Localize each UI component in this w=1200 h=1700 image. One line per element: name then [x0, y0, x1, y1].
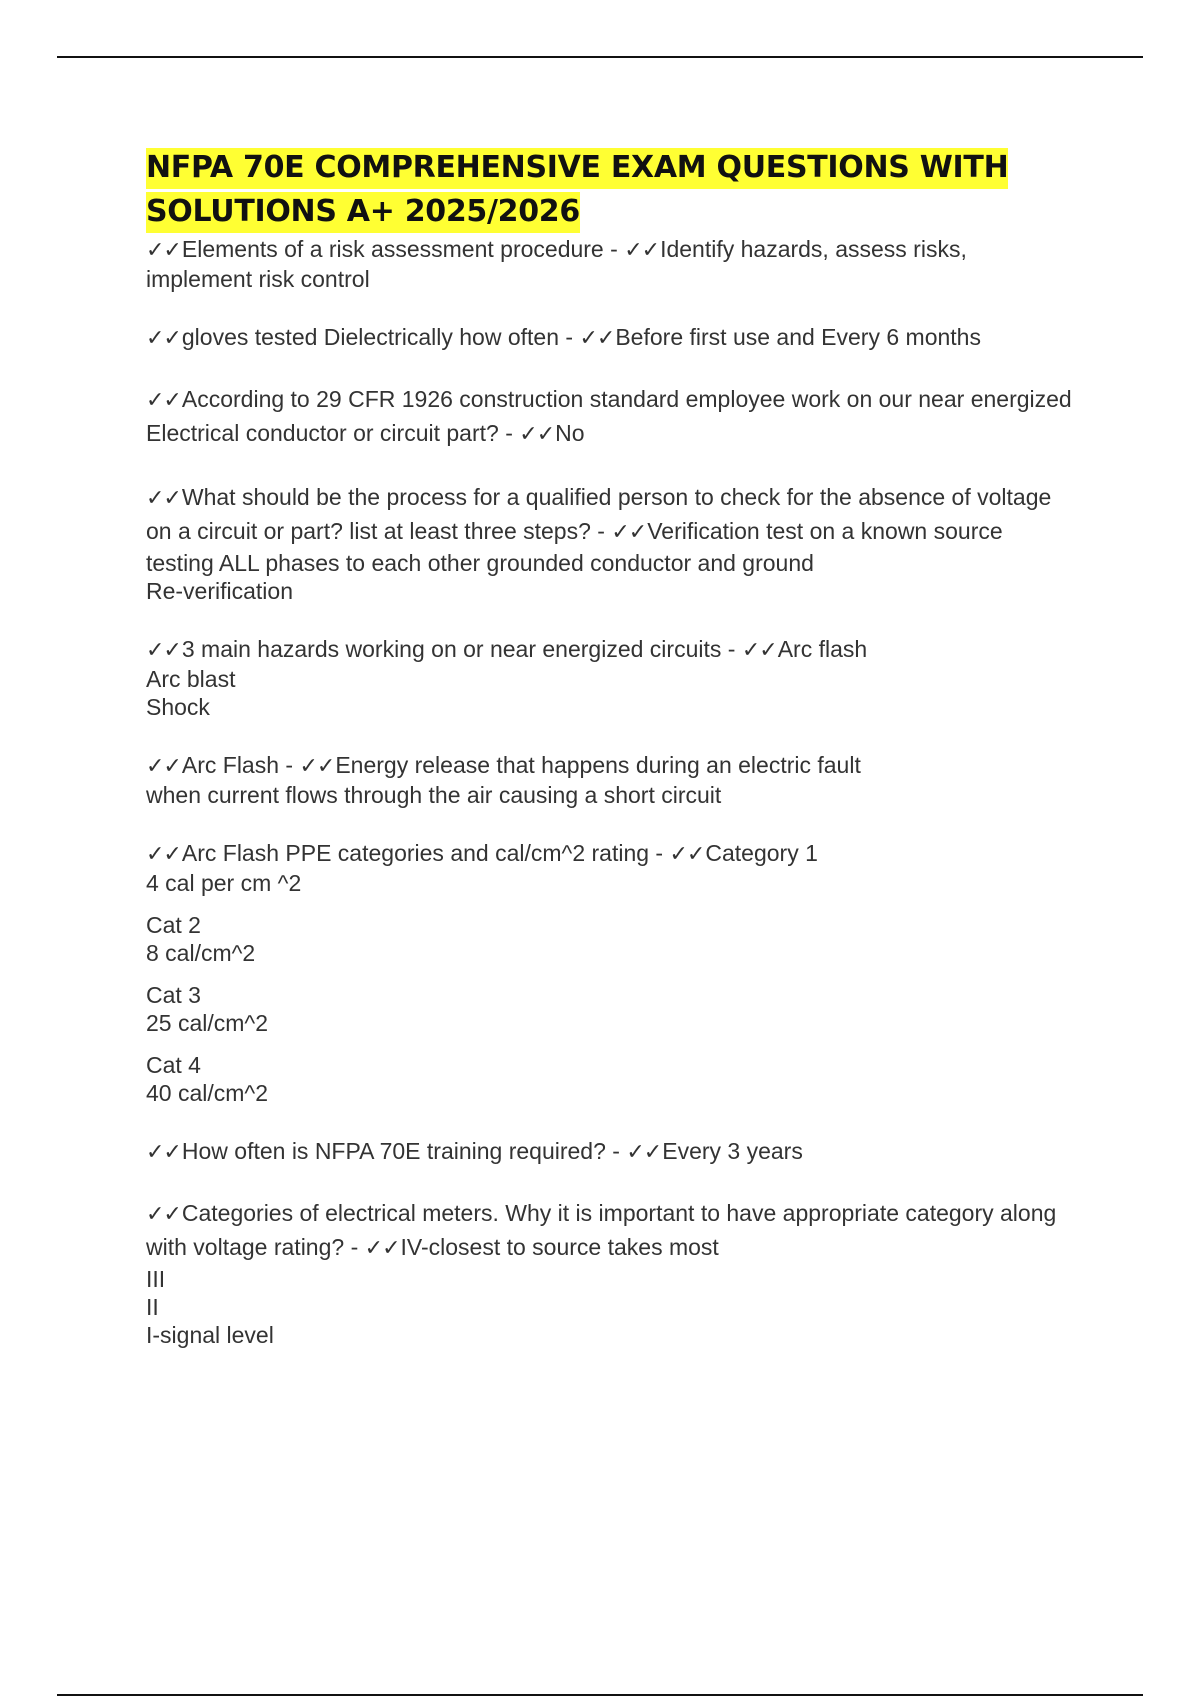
question-text: Elements of a risk assessment procedure [181, 236, 604, 262]
check-mark-icon: ✓✓ [146, 486, 181, 511]
question-text: 3 main hazards working on or near energized circuits [181, 636, 722, 662]
top-rule [57, 56, 1143, 58]
answer-line: Cat 2 [146, 912, 201, 938]
separator: - [279, 752, 300, 778]
answer-line: Arc blast [146, 666, 236, 692]
check-mark-icon: ✓✓ [519, 422, 555, 447]
check-mark-icon: ✓✓ [146, 326, 181, 351]
question-text: Arc Flash [181, 752, 280, 778]
qa-lead [146, 235, 1076, 293]
answer-line: 25 cal/cm^2 [146, 1010, 269, 1036]
question-text: Arc Flash PPE categories and cal/cm^2 rating [181, 840, 650, 866]
check-mark-icon: ✓✓ [146, 638, 181, 663]
answer-text: Identify hazards, assess risks, implement risk control [146, 236, 967, 292]
answer-text: Every 3 years [662, 1138, 803, 1164]
question-text: According to 29 CFR 1926 construction standard employee work on our near energized Electrical conductor or circuit part? [146, 386, 1072, 446]
check-mark-icon: ✓✓ [624, 238, 660, 263]
answer-text: Energy release that happens during an electric fault [335, 752, 861, 778]
qa-lead [146, 1137, 1076, 1167]
answer-text: IV-closest to source takes most [400, 1234, 719, 1260]
separator: - [649, 840, 670, 866]
check-mark-icon: ✓✓ [364, 1236, 400, 1261]
qa-item [146, 235, 1076, 293]
answer-line: 8 cal/cm^2 [146, 940, 256, 966]
qa-item [146, 383, 1076, 451]
qa-lead [146, 383, 1076, 451]
qa-item [146, 1137, 1076, 1167]
answer-line: when current flows through the air causing a short circuit [146, 782, 722, 808]
answer-text: Verification test on a known source [647, 518, 1003, 544]
check-mark-icon: ✓✓ [669, 842, 705, 867]
check-mark-icon: ✓✓ [299, 754, 335, 779]
separator: - [498, 420, 520, 446]
question-text: gloves tested Dielectrically how often [181, 324, 560, 350]
check-mark-icon: ✓✓ [741, 638, 777, 663]
answer-text: No [555, 420, 585, 446]
qa-item [146, 1197, 1076, 1349]
qa-item [146, 839, 1076, 1107]
qa-lead [146, 839, 1076, 869]
answer-line: II [146, 1294, 159, 1320]
document-title [146, 146, 1076, 234]
question-text: How often is NFPA 70E training required? [181, 1138, 606, 1164]
bottom-rule [57, 1694, 1143, 1696]
spacer [146, 897, 1076, 911]
separator: - [344, 1234, 365, 1260]
qa-item [146, 751, 1076, 809]
answer-line: I-signal level [146, 1322, 274, 1348]
question-text: What should be the process for a qualified person to check for the absence of voltage on a circuit or part? list at least three steps? [146, 484, 1052, 544]
answer-text: Before first use and Every 6 months [615, 324, 981, 350]
answer-line: testing ALL phases to each other grounded conductor and ground [146, 550, 814, 576]
qa-item [146, 323, 1076, 353]
check-mark-icon: ✓✓ [579, 326, 615, 351]
check-mark-icon: ✓✓ [146, 1202, 181, 1227]
qa-item [146, 481, 1076, 605]
question-text: Categories of electrical meters. Why it is important to have appropriate category along with voltage rating? [146, 1200, 1057, 1260]
separator: - [603, 236, 625, 262]
separator: - [605, 1138, 627, 1164]
qa-lead [146, 481, 1076, 549]
qa-list [146, 235, 1076, 1349]
title-line-2: SOLUTIONS A+ 2025/2026 [146, 194, 580, 229]
answer-line: 4 cal per cm ^2 [146, 870, 302, 896]
check-mark-icon: ✓✓ [146, 754, 181, 779]
qa-lead [146, 323, 1076, 353]
title-highlight [146, 148, 1008, 233]
answer-text: Arc flash [777, 636, 868, 662]
separator: - [590, 518, 612, 544]
separator: - [559, 324, 580, 350]
answer-line: Shock [146, 694, 210, 720]
qa-lead [146, 751, 1076, 781]
title-line-1: NFPA 70E COMPREHENSIVE EXAM QUESTIONS WITH [146, 150, 1009, 185]
qa-lead [146, 1197, 1076, 1265]
answer-line: Cat 4 [146, 1052, 201, 1078]
check-mark-icon: ✓✓ [146, 238, 181, 263]
answer-line: Cat 3 [146, 982, 201, 1008]
check-mark-icon: ✓✓ [146, 388, 181, 413]
answer-line: Re-verification [146, 578, 293, 604]
separator: - [721, 636, 742, 662]
check-mark-icon: ✓✓ [146, 1140, 181, 1165]
answer-text: Category 1 [705, 840, 818, 866]
spacer [146, 967, 1076, 981]
spacer [146, 1037, 1076, 1051]
check-mark-icon: ✓✓ [626, 1140, 662, 1165]
qa-lead [146, 635, 1076, 665]
check-mark-icon: ✓✓ [146, 842, 181, 867]
document-body [146, 146, 1076, 1379]
check-mark-icon: ✓✓ [611, 520, 647, 545]
answer-line: III [146, 1266, 166, 1292]
answer-line: 40 cal/cm^2 [146, 1080, 269, 1106]
qa-item [146, 635, 1076, 721]
